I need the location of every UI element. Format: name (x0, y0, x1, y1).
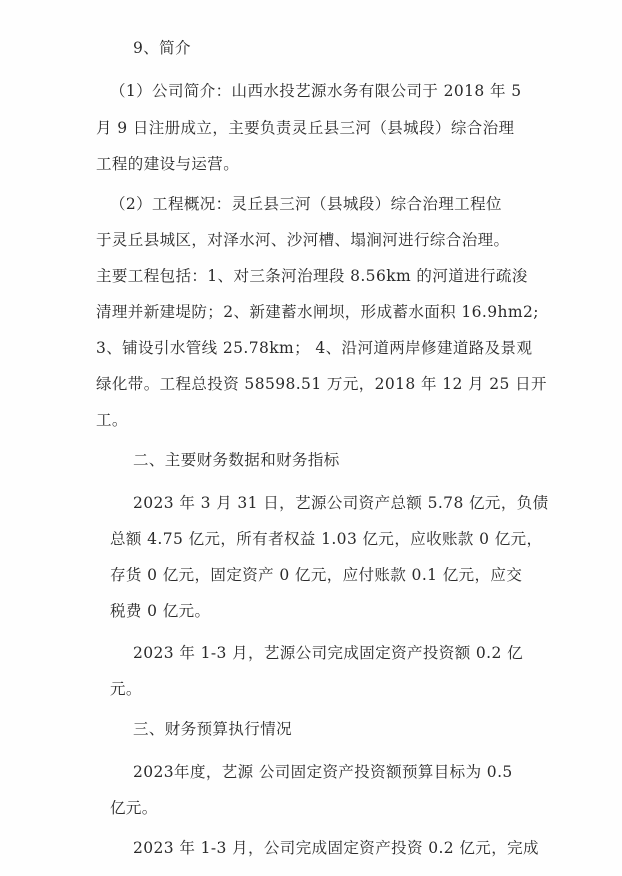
heading-budget: 三、财务预算执行情况 (133, 720, 293, 738)
project-line-2: 于灵丘县城区，对泽水河、沙河槽、塌涧河进行综合治理。 (96, 231, 510, 249)
project-line-5: 3、铺设引水管线 25.78km； 4、沿河道两岸修建道路及景观 (96, 339, 533, 357)
balance-line-2: 总额 4.75 亿元，所有者权益 1.03 亿元，应收账款 0 亿元， (110, 530, 543, 548)
heading-finance: 二、主要财务数据和财务指标 (133, 451, 340, 469)
heading-intro: 9、简介 (133, 39, 191, 57)
company-line-1: （1）公司简介：山西水投艺源水务有限公司于 2018 年 5 (110, 82, 522, 100)
target-line-1: 2023年度，艺源 公司固定资产投资额预算目标为 0.5 (133, 763, 513, 781)
company-line-3: 工程的建设与运营。 (96, 155, 240, 173)
balance-line-3: 存货 0 亿元，固定资产 0 亿元，应付账款 0.1 亿元，应交 (110, 566, 523, 584)
progress-line-1: 2023 年 1-3 月，公司完成固定资产投资 0.2 亿元，完成 (133, 839, 539, 857)
target-line-2: 亿元。 (110, 799, 158, 817)
company-line-2: 月 9 日注册成立，主要负责灵丘县三河（县城段）综合治理 (96, 119, 515, 137)
project-line-7: 工。 (96, 411, 128, 429)
balance-line-1: 2023 年 3 月 31 日，艺源公司资产总额 5.78 亿元，负债 (133, 494, 549, 512)
investment-line-2: 元。 (110, 680, 142, 698)
project-line-4: 清理并新建堤防；2、新建蓄水闸坝，形成蓄水面积 16.9hm2; (96, 303, 539, 321)
balance-line-4: 税费 0 亿元。 (110, 602, 211, 620)
project-line-1: （2）工程概况：灵丘县三河（县城段）综合治理工程位 (110, 195, 502, 213)
project-line-3: 主要工程包括：1、对三条河治理段 8.56km 的河道进行疏浚 (96, 267, 528, 285)
investment-line-1: 2023 年 1-3 月，艺源公司完成固定资产投资额 0.2 亿 (133, 644, 523, 662)
project-line-6: 绿化带。工程总投资 58598.51 万元，2018 年 12 月 25 日开 (96, 375, 547, 393)
